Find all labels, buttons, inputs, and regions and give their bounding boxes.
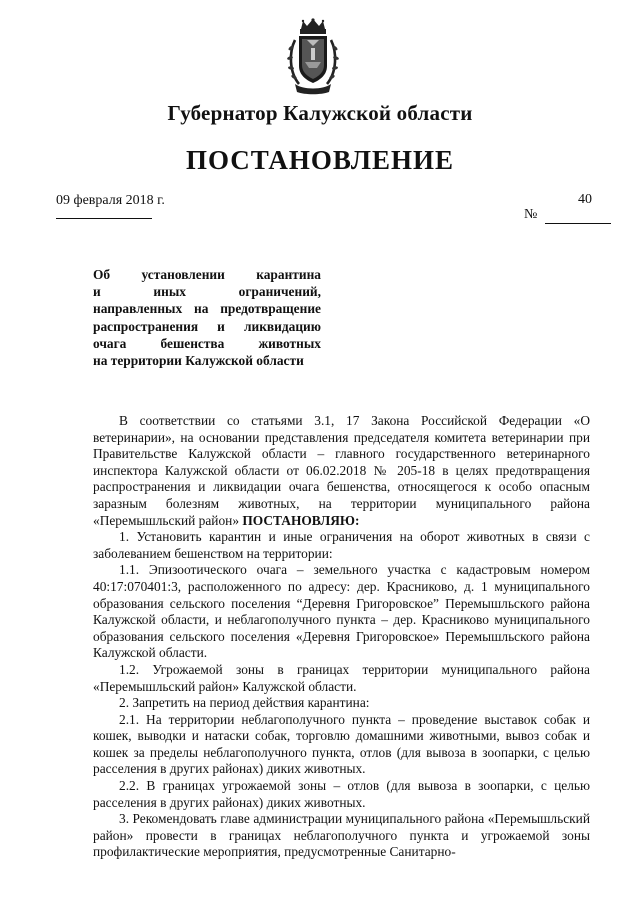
number-underline [545, 223, 611, 224]
subject-line: и иных ограничений, [93, 284, 321, 300]
document-number: 40 [578, 192, 592, 207]
subject-line: на территории Калужской области [93, 353, 304, 369]
clause-2-1: 2.1. На территории неблагополучного пункта – проведение выставок собак и кошек, выводки и натаски собак, торговлю домашними животными, вывоз собак и кошек за пределы неблагополучного пункта, отлов (для вывоза в зоопарки, с целью расселения в других районах) диких животных. [93, 711, 590, 777]
subject-line: распространения и ликвидацию [93, 318, 321, 334]
number-label: № [524, 207, 538, 222]
clause-3: 3. Рекомендовать главе администрации муниципального района «Перемышльский район» провести в границах неблагополучного пункта и угрожаемой зоны профилактические мероприятия, предусмотренные Санитарно- [93, 811, 590, 860]
resolve-keyword: ПОСТАНОВЛЯЮ: [242, 512, 360, 528]
issuing-authority: Губернатор Калужской области [167, 101, 473, 125]
preamble-text: В соответствии со статьями 3.1, 17 Закона Российской Федерации «О ветеринарии», на основании представления председателя комитета ветеринарии при Правительстве Калужской области – главного государственного ветеринарного инспектора Калужской области от 06.02.2018 № 205-18 в целях предотвращения распространения и ликвидации очага бешенства, относящегося к особо опасным заразным болезням животных, на территории муниципального района «Перемышльский район» [93, 413, 590, 528]
clause-2-2: 2.2. В границах угрожаемой зоны – отлов (для вывоза в зоопарки, с целью расселения в других районах) диких животных. [93, 778, 590, 810]
subject-line: направленных на предотвращение [93, 301, 321, 317]
document-date: 09 февраля 2018 г. [56, 193, 165, 208]
date-underline [56, 218, 152, 219]
document-body [93, 413, 590, 861]
coat-of-arms-icon [285, 18, 341, 96]
document-subject [93, 266, 321, 369]
document-type-title: ПОСТАНОВЛЕНИЕ [185, 145, 455, 175]
subject-line: Об установлении карантина [93, 267, 321, 282]
clause-1-2: 1.2. Угрожаемой зоны в границах территории муниципального района «Перемышльский район» Калужской области. [93, 661, 590, 694]
clause-1-1: 1.1. Эпизоотического очага – земельного участка с кадастровым номером 40:17:070401:3, расположенного по адресу: дер. Красниково, д. 1 муниципального образования сельского поселения “Деревня Григоровское” Перемышльского района Калужской области, и неблагополучного пункта – дер. Красниково муниципального образования сельского поселения «Деревня Григоровское» Перемышльского района Калужской области. [93, 562, 590, 661]
clause-1: 1. Установить карантин и иные ограничения на оборот животных в связи с заболеванием бешенством на территории: [93, 529, 590, 561]
preamble-paragraph [93, 413, 590, 529]
clause-2: 2. Запретить на период действия карантина: [119, 695, 370, 711]
subject-line: очага бешенства животных [93, 335, 321, 351]
